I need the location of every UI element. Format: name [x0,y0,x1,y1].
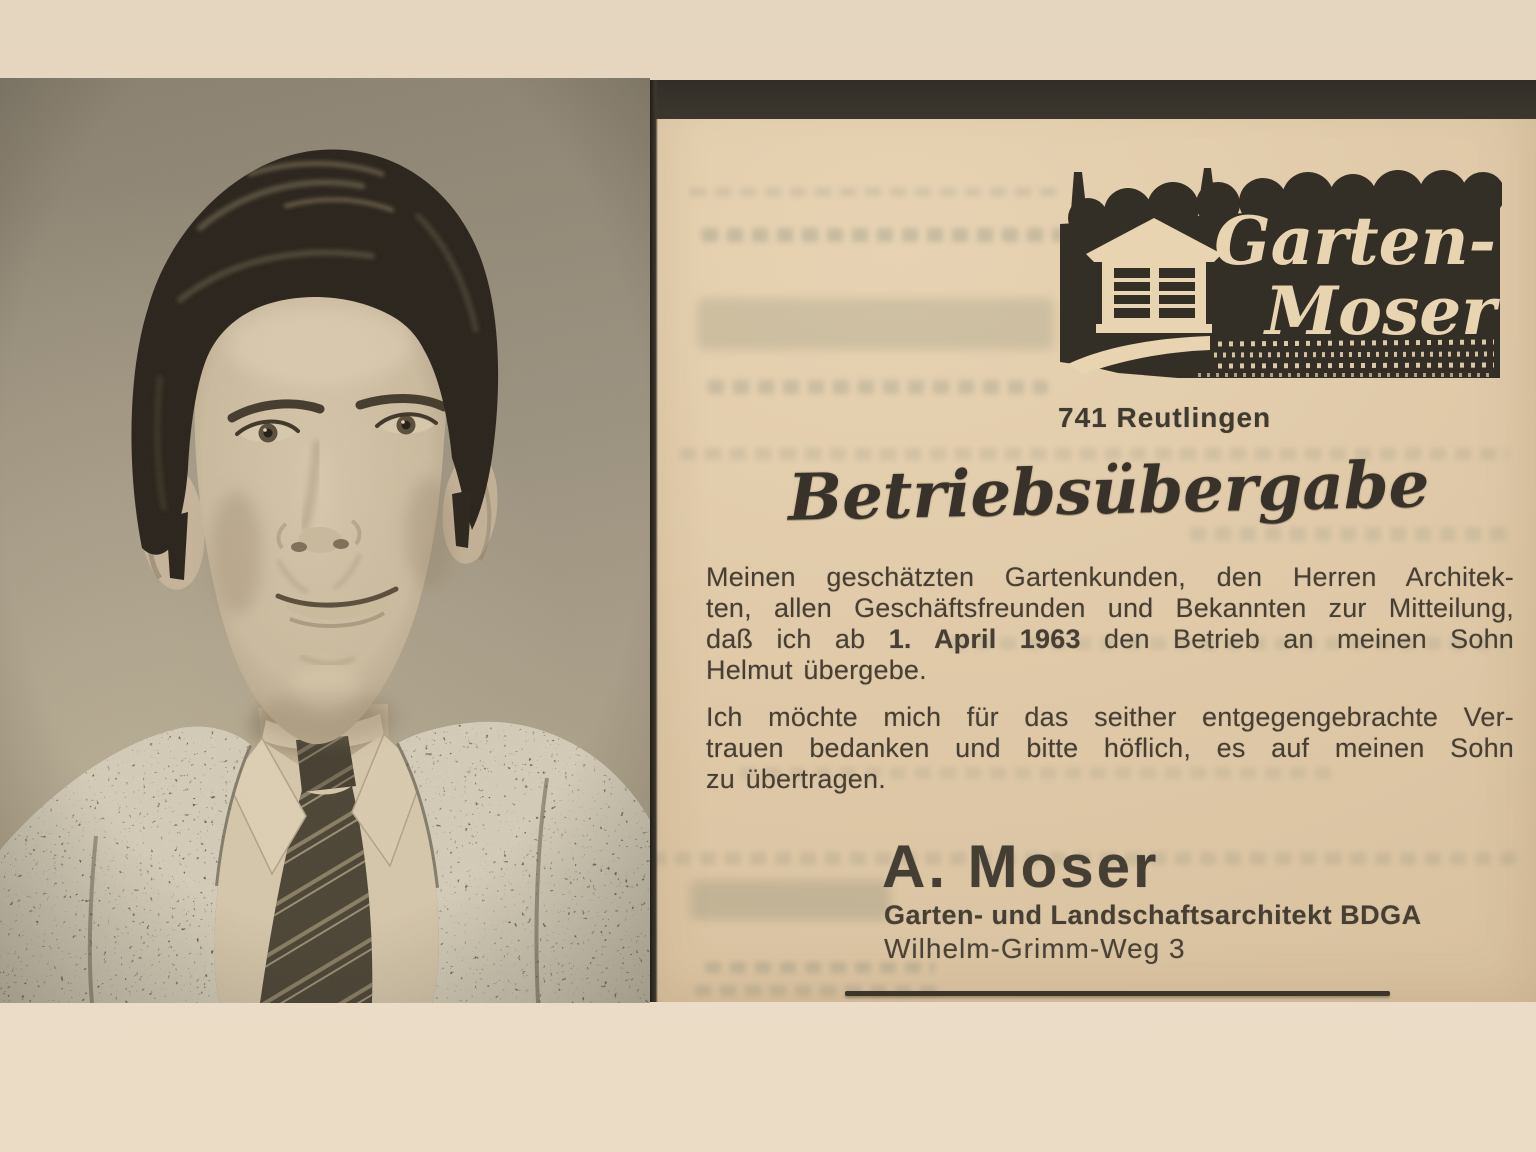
portrait-photo [0,78,650,1003]
print-bleed [708,380,1048,394]
print-bleed [690,880,890,920]
paragraph-2-line-3: zu übertragen. [706,764,886,794]
paragraph-2-line-1: Ich möchte mich für das seither entgegengebrachte Ver- [706,702,1514,732]
newspaper-clipping [650,80,1536,1002]
bold-date: 1. April 1963 [888,624,1081,654]
vignette [0,78,650,1003]
portrait-illustration [0,78,650,1003]
logo-text-moser: Moser [1265,272,1496,350]
clipping-top-bar [650,80,1536,119]
paragraph-1-line-1: Meinen geschätzten Gartenkunden, den Herren Architek- [706,562,1514,592]
paragraph-1 [706,562,1514,686]
signature-role: Garten- und Landschaftsarchitekt BDGA [884,900,1422,930]
print-bleed [1190,527,1508,541]
paragraph-1-line-2: ten, allen Geschäftsfreunden und Bekannten zur Mitteilung, [706,593,1514,623]
bottom-rule [845,991,1390,996]
print-bleed [690,188,1060,196]
garten-moser-logo [1058,166,1502,388]
address-line: 741 Reutlingen [1058,402,1272,433]
logo-text-garten: Garten- [1214,202,1496,280]
paragraph-2-line-2: trauen bedanken und bitte höflich, es auf meinen Sohn [706,733,1514,763]
print-bleed [698,298,1054,350]
print-bleed [702,228,1062,242]
headline: Betriebsübergabe [787,447,1431,536]
clipping-left-edge [650,80,658,1002]
paragraph-1-line-3: daß ich ab 1. April 1963 den Betrieb an meinen Sohn [706,624,1515,654]
paragraph-2 [706,702,1514,795]
paragraph-1-line-4: Helmut übergebe. [706,655,927,685]
signature-name: A. Moser [882,833,1160,900]
signature-street: Wilhelm-Grimm-Weg 3 [884,933,1186,964]
